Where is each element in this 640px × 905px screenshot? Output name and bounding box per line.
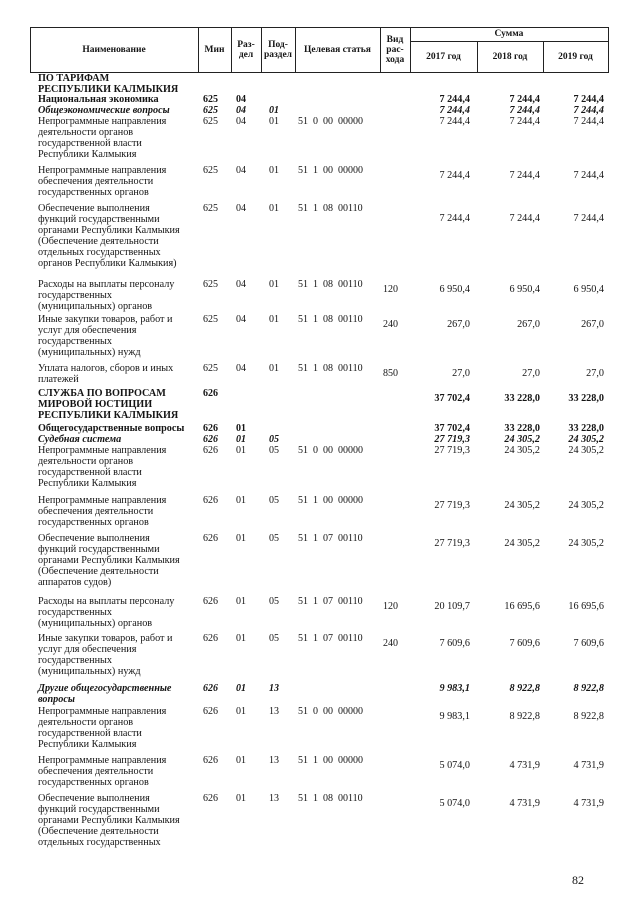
row-podrazdel: 05 xyxy=(269,445,279,456)
row-name-line: государственных xyxy=(38,654,112,666)
row-sum-2018: 7 244,4 xyxy=(509,105,540,116)
row-min: 626 xyxy=(203,533,218,544)
row-min: 626 xyxy=(203,445,218,456)
row-sum-2018: 7 244,4 xyxy=(509,94,540,105)
row-name-line: Республики Калмыкия xyxy=(38,477,137,489)
row-name-line: государственных xyxy=(38,606,112,618)
header-2018: 2018 год xyxy=(492,52,528,62)
row-razdel: 04 xyxy=(236,116,246,127)
row-name-line: отдельных государственных xyxy=(38,836,161,848)
row-sum-2019: 7 244,4 xyxy=(573,213,604,224)
row-name-line: Судебная система xyxy=(38,434,122,445)
row-min: 626 xyxy=(203,755,218,766)
row-sum-2018: 8 922,8 xyxy=(509,711,540,722)
row-name-line: Непрограммные направления xyxy=(38,445,167,456)
row-name-line: деятельности органов xyxy=(38,126,134,138)
row-podrazdel: 13 xyxy=(269,755,279,766)
row-podrazdel: 01 xyxy=(269,165,279,176)
row-name-line: Расходы на выплаты персоналу xyxy=(38,279,175,290)
row-sum-2017: 27 719,3 xyxy=(434,538,470,549)
row-target: 51 1 08 00110 xyxy=(298,793,363,804)
row-sum-2017: 27,0 xyxy=(452,368,470,379)
row-name-line: Расходы на выплаты персоналу xyxy=(38,596,175,607)
row-sum-2019: 7 609,6 xyxy=(573,638,604,649)
row-name-line: (муниципальных) органов xyxy=(38,300,153,312)
row-razdel: 01 xyxy=(236,495,246,506)
row-sum-2017: 7 244,4 xyxy=(439,116,470,127)
row-razdel: 01 xyxy=(236,633,246,644)
page-number: 82 xyxy=(572,873,584,887)
row-podrazdel: 05 xyxy=(269,533,279,544)
row-sum-2017: 7 244,4 xyxy=(439,213,470,224)
row-sum-2019: 8 922,8 xyxy=(573,711,604,722)
row-name-line: органами Республики Калмыкия xyxy=(38,224,180,236)
row-name-line: (муниципальных) нужд xyxy=(38,346,141,358)
row-sum-2018: 27,0 xyxy=(522,368,540,379)
row-sum-2019: 7 244,4 xyxy=(573,116,604,127)
row-name-line: Уплата налогов, сборов и иных xyxy=(38,363,174,374)
row-name-line: РЕСПУБЛИКИ КАЛМЫКИЯ xyxy=(38,83,179,95)
row-name-line: функций государственными xyxy=(38,543,160,555)
row-target: 51 1 07 00110 xyxy=(298,633,363,644)
row-podrazdel: 13 xyxy=(269,706,279,717)
row-name-line: Непрограммные направления xyxy=(38,495,167,506)
header-2019: 2019 год xyxy=(558,52,593,62)
row-razdel: 01 xyxy=(236,533,246,544)
row-min: 625 xyxy=(203,105,218,116)
row-min: 625 xyxy=(203,363,218,374)
row-sum-2019: 7 244,4 xyxy=(573,94,604,105)
row-name-line: РЕСПУБЛИКИ КАЛМЫКИЯ xyxy=(38,409,179,421)
row-vid: 850 xyxy=(383,368,398,379)
row-name-line: услуг для обеспечения xyxy=(38,643,137,655)
row-name-line: обеспечения деятельности xyxy=(38,505,154,517)
row-name-line: Непрограммные направления xyxy=(38,706,167,717)
row-target: 51 0 00 00000 xyxy=(298,706,363,717)
row-min: 626 xyxy=(203,793,218,804)
row-target: 51 1 07 00110 xyxy=(298,533,363,544)
row-name-line: Непрограммные направления xyxy=(38,165,167,176)
row-podrazdel: 13 xyxy=(269,793,279,804)
row-target: 51 1 08 00110 xyxy=(298,363,363,374)
row-name-line: Непрограммные направления xyxy=(38,755,167,766)
row-sum-2019: 4 731,9 xyxy=(573,760,604,771)
header-podrazdel: Под- раздел xyxy=(263,40,293,60)
row-name-line: отдельных государственных xyxy=(38,246,161,258)
row-podrazdel: 01 xyxy=(269,279,279,290)
row-podrazdel: 05 xyxy=(269,434,279,445)
row-name-line: обеспечения деятельности xyxy=(38,175,154,187)
row-name-line: Национальная экономика xyxy=(38,94,159,105)
row-sum-2017: 9 983,1 xyxy=(439,711,470,722)
row-min: 626 xyxy=(203,423,218,434)
row-name-line: Другие общегосударственные xyxy=(38,683,172,694)
row-podrazdel: 05 xyxy=(269,596,279,607)
row-sum-2019: 7 244,4 xyxy=(573,170,604,181)
row-name-line: государственных органов xyxy=(38,516,149,528)
row-sum-2017: 267,0 xyxy=(447,319,470,330)
row-sum-2019: 24 305,2 xyxy=(568,434,604,445)
row-name-line: Обеспечение выполнения xyxy=(38,203,150,214)
row-name-line: Иные закупки товаров, работ и xyxy=(38,314,173,325)
row-vid: 120 xyxy=(383,284,398,295)
row-sum-2018: 7 244,4 xyxy=(509,170,540,181)
row-name-line: Обеспечение выполнения xyxy=(38,793,150,804)
row-name-line: платежей xyxy=(38,373,79,385)
row-sum-2017: 27 719,3 xyxy=(434,500,470,511)
row-sum-2019: 33 228,0 xyxy=(568,423,604,434)
row-target: 51 0 00 00000 xyxy=(298,445,363,456)
row-min: 625 xyxy=(203,165,218,176)
header-name: Наименование xyxy=(82,45,146,55)
row-name-line: государственных xyxy=(38,289,112,301)
header-summa: Сумма xyxy=(494,29,524,39)
row-sum-2019: 24 305,2 xyxy=(568,500,604,511)
row-name-line: деятельности органов xyxy=(38,716,134,728)
row-name-line: органами Республики Калмыкия xyxy=(38,814,180,826)
row-min: 625 xyxy=(203,94,218,105)
row-name-line: деятельности органов xyxy=(38,455,134,467)
row-name-line: вопросы xyxy=(38,693,75,705)
row-name-line: (Обеспечение деятельности xyxy=(38,235,159,247)
row-name-line: Общегосударственные вопросы xyxy=(38,423,185,434)
header-min: Мин xyxy=(204,45,225,55)
row-name-line: аппаратов судов) xyxy=(38,576,112,588)
row-podrazdel: 05 xyxy=(269,633,279,644)
row-sum-2017: 5 074,0 xyxy=(439,760,470,771)
row-razdel: 04 xyxy=(236,363,246,374)
row-sum-2019: 8 922,8 xyxy=(573,683,604,694)
row-razdel: 01 xyxy=(236,434,246,445)
row-name-line: услуг для обеспечения xyxy=(38,324,137,336)
row-sum-2017: 37 702,4 xyxy=(434,423,470,434)
row-razdel: 01 xyxy=(236,596,246,607)
row-min: 625 xyxy=(203,314,218,325)
row-podrazdel: 01 xyxy=(269,105,279,116)
row-sum-2017: 37 702,4 xyxy=(434,393,470,404)
row-sum-2017: 27 719,3 xyxy=(434,445,470,456)
row-sum-2017: 7 609,6 xyxy=(439,638,470,649)
row-podrazdel: 13 xyxy=(269,683,279,694)
row-sum-2018: 4 731,9 xyxy=(509,760,540,771)
row-sum-2017: 5 074,0 xyxy=(439,798,470,809)
row-min: 626 xyxy=(203,388,218,399)
row-podrazdel: 01 xyxy=(269,203,279,214)
row-min: 626 xyxy=(203,596,218,607)
row-min: 626 xyxy=(203,706,218,717)
row-name-line: государственной власти xyxy=(38,466,142,478)
row-name-line: (Обеспечение деятельности xyxy=(38,825,159,837)
row-razdel: 01 xyxy=(236,683,246,694)
row-sum-2019: 27,0 xyxy=(586,368,604,379)
row-podrazdel: 05 xyxy=(269,495,279,506)
row-razdel: 04 xyxy=(236,314,246,325)
row-target: 51 1 08 00110 xyxy=(298,203,363,214)
row-name-line: органами Республики Калмыкия xyxy=(38,554,180,566)
row-razdel: 04 xyxy=(236,203,246,214)
row-sum-2017: 7 244,4 xyxy=(439,94,470,105)
row-razdel: 01 xyxy=(236,706,246,717)
row-podrazdel: 01 xyxy=(269,116,279,127)
row-name-line: Обеспечение выполнения xyxy=(38,533,150,544)
row-sum-2018: 24 305,2 xyxy=(504,434,540,445)
row-target: 51 0 00 00000 xyxy=(298,116,363,127)
row-min: 625 xyxy=(203,203,218,214)
header-razdel: Раз- дел xyxy=(237,40,255,60)
header-target: Целевая статья xyxy=(304,45,371,55)
row-min: 625 xyxy=(203,116,218,127)
row-name-line: Республики Калмыкия xyxy=(38,738,137,750)
row-min: 626 xyxy=(203,434,218,445)
row-name-line: государственных органов xyxy=(38,776,149,788)
row-vid: 120 xyxy=(383,601,398,612)
row-name-line: (муниципальных) нужд xyxy=(38,665,141,677)
row-name-line: государственных xyxy=(38,335,112,347)
row-sum-2019: 4 731,9 xyxy=(573,798,604,809)
row-sum-2018: 4 731,9 xyxy=(509,798,540,809)
row-sum-2018: 7 609,6 xyxy=(509,638,540,649)
row-min: 625 xyxy=(203,279,218,290)
row-sum-2018: 7 244,4 xyxy=(509,116,540,127)
row-sum-2019: 6 950,4 xyxy=(573,284,604,295)
row-sum-2018: 8 922,8 xyxy=(509,683,540,694)
row-name-line: Республики Калмыкия xyxy=(38,148,137,160)
row-sum-2019: 33 228,0 xyxy=(568,393,604,404)
row-sum-2018: 24 305,2 xyxy=(504,538,540,549)
row-sum-2018: 6 950,4 xyxy=(509,284,540,295)
row-sum-2018: 16 695,6 xyxy=(504,601,540,612)
row-razdel: 01 xyxy=(236,793,246,804)
row-sum-2019: 24 305,2 xyxy=(568,538,604,549)
row-name-line: Иные закупки товаров, работ и xyxy=(38,633,173,644)
row-name-line: Общеэкономические вопросы xyxy=(38,105,170,116)
row-target: 51 1 08 00110 xyxy=(298,314,363,325)
row-min: 626 xyxy=(203,495,218,506)
row-sum-2018: 33 228,0 xyxy=(504,423,540,434)
row-sum-2017: 9 983,1 xyxy=(439,683,470,694)
row-razdel: 04 xyxy=(236,94,246,105)
row-sum-2018: 24 305,2 xyxy=(504,445,540,456)
row-name-line: Непрограммные направления xyxy=(38,116,167,127)
row-vid: 240 xyxy=(383,638,398,649)
row-sum-2017: 27 719,3 xyxy=(434,434,470,445)
row-podrazdel: 01 xyxy=(269,314,279,325)
header-vid: Вид рас- хода xyxy=(385,35,405,65)
row-name-line: органов Республики Калмыкия) xyxy=(38,257,177,269)
row-name-line: ПО ТАРИФАМ xyxy=(38,73,110,84)
row-target: 51 1 00 00000 xyxy=(298,495,363,506)
row-name-line: государственной власти xyxy=(38,727,142,739)
row-name-line: МИРОВОЙ ЮСТИЦИИ xyxy=(38,398,153,410)
row-sum-2017: 6 950,4 xyxy=(439,284,470,295)
row-sum-2018: 267,0 xyxy=(517,319,540,330)
row-name-line: (Обеспечение деятельности xyxy=(38,565,159,577)
row-sum-2017: 7 244,4 xyxy=(439,105,470,116)
row-sum-2018: 7 244,4 xyxy=(509,213,540,224)
row-vid: 240 xyxy=(383,319,398,330)
row-podrazdel: 01 xyxy=(269,363,279,374)
row-name-line: (муниципальных) органов xyxy=(38,617,153,629)
row-name-line: государственных органов xyxy=(38,186,149,198)
header-2017: 2017 год xyxy=(426,52,461,62)
row-sum-2019: 7 244,4 xyxy=(573,105,604,116)
row-sum-2019: 267,0 xyxy=(581,319,604,330)
row-min: 626 xyxy=(203,633,218,644)
row-razdel: 01 xyxy=(236,423,246,434)
row-sum-2018: 33 228,0 xyxy=(504,393,540,404)
row-target: 51 1 00 00000 xyxy=(298,755,363,766)
row-target: 51 1 00 00000 xyxy=(298,165,363,176)
row-sum-2019: 16 695,6 xyxy=(568,601,604,612)
row-min: 626 xyxy=(203,683,218,694)
row-sum-2018: 24 305,2 xyxy=(504,500,540,511)
row-razdel: 04 xyxy=(236,105,246,116)
row-target: 51 1 08 00110 xyxy=(298,279,363,290)
row-sum-2017: 20 109,7 xyxy=(434,601,470,612)
row-razdel: 01 xyxy=(236,755,246,766)
row-name-line: СЛУЖБА ПО ВОПРОСАМ xyxy=(38,388,166,399)
row-sum-2017: 7 244,4 xyxy=(439,170,470,181)
row-razdel: 04 xyxy=(236,279,246,290)
row-target: 51 1 07 00110 xyxy=(298,596,363,607)
row-name-line: государственной власти xyxy=(38,137,142,149)
row-razdel: 04 xyxy=(236,165,246,176)
row-name-line: функций государственными xyxy=(38,803,160,815)
row-name-line: обеспечения деятельности xyxy=(38,765,154,777)
row-name-line: функций государственными xyxy=(38,213,160,225)
row-sum-2019: 24 305,2 xyxy=(568,445,604,456)
row-razdel: 01 xyxy=(236,445,246,456)
